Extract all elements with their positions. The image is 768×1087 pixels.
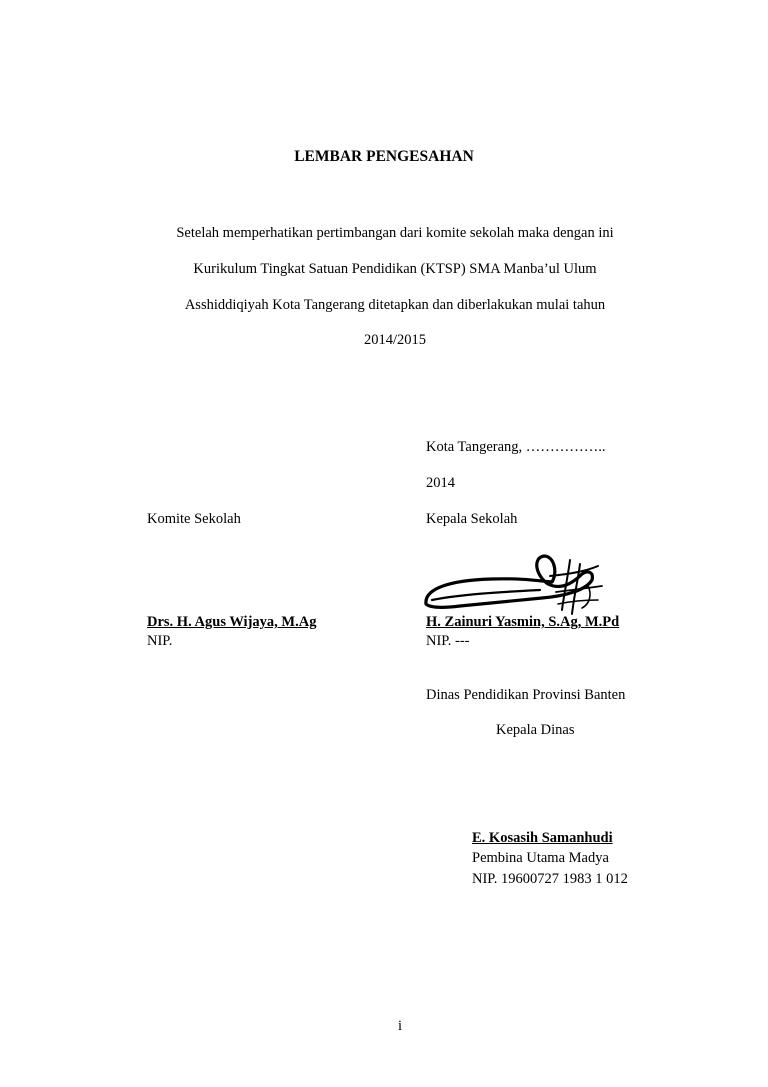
paragraph-line-4: 2014/2015 xyxy=(363,332,427,348)
paragraph-line-2: Kurikulum Tingkat Satuan Pendidikan (KTSP) SMA Manba’ul Ulum xyxy=(193,261,597,277)
agency-head-role: Kepala Dinas xyxy=(496,722,575,738)
signature-image xyxy=(422,548,612,620)
paragraph-line-3: Asshiddiqiyah Kota Tangerang ditetapkan dan diberlakukan mulai tahun xyxy=(184,297,606,313)
left-signer-name: Drs. H. Agus Wijaya, M.Ag xyxy=(147,614,317,630)
right-signer-nip: NIP. --- xyxy=(426,633,470,649)
agency-head-nip: NIP. 19600727 1983 1 012 xyxy=(472,871,628,887)
left-signer-role: Komite Sekolah xyxy=(147,511,241,527)
left-signer-nip: NIP. xyxy=(147,633,173,649)
agency-head-name: E. Kosasih Samanhudi xyxy=(472,830,613,846)
agency-head-rank: Pembina Utama Madya xyxy=(472,850,609,866)
year: 2014 xyxy=(426,475,455,491)
place-date: Kota Tangerang, …………….. xyxy=(426,439,606,455)
paragraph-line-1: Setelah memperhatikan pertimbangan dari komite sekolah maka dengan ini xyxy=(176,225,614,241)
page-number: i xyxy=(397,1018,403,1034)
page-title: LEMBAR PENGESAHAN xyxy=(294,148,474,165)
agency-name: Dinas Pendidikan Provinsi Banten xyxy=(426,687,626,703)
right-signer-name: H. Zainuri Yasmin, S.Ag, M.Pd xyxy=(426,614,620,630)
right-signer-role: Kepala Sekolah xyxy=(426,511,518,527)
